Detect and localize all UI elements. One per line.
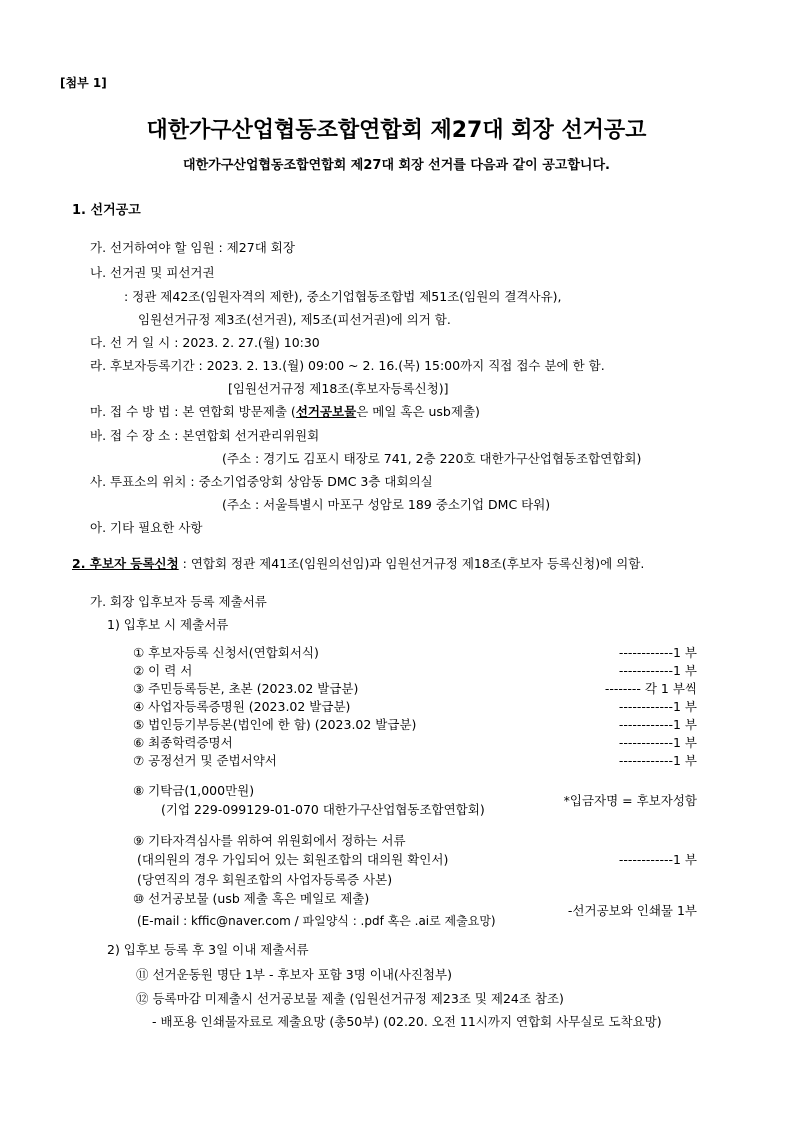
- item-f-address: (주소 : 경기도 김포시 태장로 741, 2층 220호 대한가구산업협동조합연합회): [222, 451, 642, 466]
- attachment-label: [첨부 1]: [60, 76, 107, 90]
- section-2-heading-rest: : 연합회 정관 제41조(임원의선임)과 임원선거규정 제18조(후보자 등록신청)에 의함.: [178, 556, 645, 571]
- section-2-heading: [72, 556, 644, 572]
- doc-item-3: ③ 주민등록등본, 초본 (2023.02 발급분): [133, 681, 359, 696]
- section-1-heading: 1. 선거공고: [72, 203, 141, 218]
- item-e-prefix: 마. 접 수 방 법 : 본 연합회 방문제출 (: [90, 404, 296, 419]
- doc-item-10-email: (E-mail : kffic@naver.com / 파일양식 : .pdf 혹은 .ai로 제출요망): [137, 914, 496, 928]
- item-a-documents: 가. 회장 입후보자 등록 제출서류: [90, 594, 267, 609]
- doc-item-10: ⑩ 선거공보물 (usb 제출 혹은 메일로 제출): [133, 891, 370, 906]
- doc-item-9: ⑨ 기타자격심사를 위하여 위원회에서 정하는 서류: [133, 833, 406, 848]
- doc-item-1: ① 후보자등록 신청서(연합회서식): [133, 645, 319, 660]
- doc-item-2-qty: ------------1 부: [618, 663, 697, 678]
- doc-item-9-detail-2: (당연직의 경우 회원조합의 사업자등록증 사본): [137, 872, 393, 887]
- doc-item-7-qty: ------------1 부: [618, 753, 697, 768]
- doc-item-8-account: (기업 229-099129-01-070 대한가구산업협동조합연합회): [161, 802, 485, 817]
- doc-item-1-qty: ------------1 부: [618, 645, 697, 660]
- doc-item-12: ⑫ 등록마감 미제출시 선거공보물 제출 (임원선거규정 제23조 및 제24조 참조): [136, 991, 564, 1006]
- doc-item-3-qty: -------- 각 1 부씩: [604, 681, 697, 696]
- item-f-submission-place: 바. 접 수 장 소 : 본연합회 선거관리위원회: [90, 428, 320, 443]
- item-b-rights: 나. 선거권 및 피선거권: [90, 265, 215, 280]
- item-c-election-date: 다. 선 거 일 시 : 2023. 2. 27.(월) 10:30: [90, 335, 320, 350]
- doc-item-6-qty: ------------1 부: [618, 735, 697, 750]
- item-d-reference: [임원선거규정 제18조(후보자등록신청)]: [228, 381, 449, 396]
- page-subtitle: 대한가구산업협동조합연합회 제27대 회장 선거를 다음과 같이 공고합니다.: [183, 158, 610, 173]
- doc-item-4: ④ 사업자등록증명원 (2023.02 발급분): [133, 699, 351, 714]
- doc-item-5-qty: ------------1 부: [618, 717, 697, 732]
- doc-item-4-qty: ------------1 부: [618, 699, 697, 714]
- doc-item-9-qty: ------------1 부: [618, 852, 697, 867]
- section-2-heading-bold: 2. 후보자 등록신청: [72, 556, 179, 571]
- doc-item-5: ⑤ 법인등기부등본(법인에 한 함) (2023.02 발급분): [133, 717, 417, 732]
- item-h-other: 아. 기타 필요한 사항: [90, 520, 203, 535]
- doc-item-2: ② 이 력 서: [133, 663, 193, 678]
- item-a-officer: 가. 선거하여야 할 임원 : 제27대 회장: [90, 240, 295, 255]
- doc-item-8-note: *입금자명 = 후보자성함: [563, 793, 697, 808]
- item-e-suffix: 은 메일 혹은 usb제출): [356, 404, 480, 419]
- doc-item-6: ⑥ 최종학력증명서: [133, 735, 233, 750]
- page-title: 대한가구산업협동조합연합회 제27대 회장 선거공고: [146, 118, 647, 143]
- item-e-emphasis: 선거공보물: [295, 404, 357, 419]
- doc-item-11: ⑪ 선거운동원 명단 1부 - 후보자 포함 3명 이내(사진첨부): [136, 967, 452, 982]
- doc-item-8: ⑧ 기탁금(1,000만원): [133, 783, 255, 798]
- item-g-polling-place: 사. 투표소의 위치 : 중소기업중앙회 상암동 DMC 3층 대회의실: [90, 474, 433, 489]
- item-g-address: (주소 : 서울특별시 마포구 성암로 189 중소기업 DMC 타워): [222, 497, 551, 512]
- sub-heading-1: 1) 입후보 시 제출서류: [107, 617, 229, 632]
- doc-item-10-qty: -선거공보와 인쇄물 1부: [567, 903, 697, 918]
- item-d-registration-period: 라. 후보자등록기간 : 2023. 2. 13.(월) 09:00 ~ 2. 16.(목) 15:00까지 직접 접수 분에 한 함.: [90, 358, 605, 373]
- doc-item-7: ⑦ 공정선거 및 준법서약서: [133, 753, 277, 768]
- item-b-detail-2: 임원선거규정 제3조(선거권), 제5조(피선거권)에 의거 함.: [138, 312, 451, 327]
- sub-heading-2: 2) 입후보 등록 후 3일 이내 제출서류: [107, 942, 309, 957]
- item-b-detail-1: : 정관 제42조(임원자격의 제한), 중소기업협동조합법 제51조(임원의 결격사유),: [124, 289, 562, 304]
- item-e-submission-method: [90, 404, 480, 420]
- doc-item-9-detail-1: (대의원의 경우 가입되어 있는 회원조합의 대의원 확인서): [137, 852, 449, 867]
- doc-item-12-detail: - 배포용 인쇄물자료로 제출요망 (총50부) (02.20. 오전 11시까지 연합회 사무실로 도착요망): [152, 1014, 662, 1029]
